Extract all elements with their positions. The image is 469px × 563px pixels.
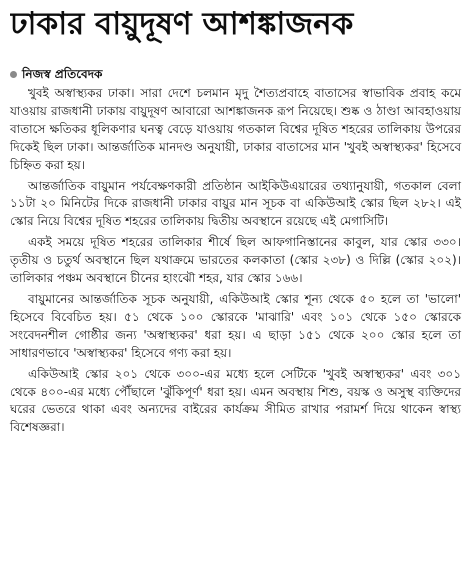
article-paragraph-1: খুবই অস্বাস্থ্যকর ঢাকা। সারা দেশে চলমান মৃদু শৈত্যপ্রবাহে বাতাসের স্বাভাবিক প্রবাহ কমে যাওয়ায় রাজধানী ঢাকায় বায়ুদূষণ আবারো আশঙ্কাজনক রূপ নিয়েছে। শুষ্ক ও ঠাণ্ডা আবহাওয়ায় বাতাসে ক্ষতিকর ধূলিকণার ঘনত্ব বেড়ে যাওয়ায় গতকাল বিশ্বের দূষিত শহরের তালিকায় উপরের দিকেই ছিল ঢাকা। আন্তর্জাতিক মানদণ্ড অনুযায়ী, ঢাকার বাতাসের মান 'খুবই অস্বাস্থ্যকর' হিসেবে চিহ্নিত করা হয়।: [10, 86, 461, 172]
article-byline: নিজস্ব প্রতিবেদক: [22, 67, 103, 81]
article-paragraph-5: একিউআই স্কোর ২০১ থেকে ৩০০-এর মধ্যে হলে সেটিকে 'খুবই অস্বাস্থ্যকর' এবং ৩০১ থেকে ৪০০-এর মধ্যে পৌঁছালে 'ঝুঁকিপূর্ণ' ধরা হয়। এমন অবস্থায় শিশু, বয়স্ক ও অসুস্থ ব্যক্তিদের ঘরের ভেতরে থাকা এবং অন্যদের বাইরের কার্যক্রম সীমিত রাখার পরামর্শ দিয়ে থাকেন স্বাস্থ্য বিশেষজ্ঞরা।: [10, 366, 461, 435]
article-paragraph-2: আন্তর্জাতিক বায়ুমান পর্যবেক্ষণকারী প্রতিষ্ঠান আইকিউএয়ারের তথ্যানুযায়ী, গতকাল বেলা ১১টা ২০ মিনিটের দিকে রাজধানী ঢাকার বায়ুর মান সূচক বা একিউআই স্কোর ছিল ২৮২। এই স্কোর নিয়ে বিশ্বের দূষিত শহরের তালিকায় দ্বিতীয় অবস্থানে রয়েছে এই মেগাসিটি।: [10, 178, 461, 229]
article-paragraph-4: বায়ুমানের আন্তর্জাতিক সূচক অনুযায়ী, একিউআই স্কোর শূন্য থেকে ৫০ হলে তা 'ভালো' হিসেবে বিবেচিত হয়। ৫১ থেকে ১০০ স্কোরকে 'মাঝারি' এবং ১০১ থেকে ১৫০ স্কোরকে সংবেদনশীল গোষ্ঠীর জন্য 'অস্বাস্থ্যকর' ধরা হয়। এ ছাড়া ১৫১ থেকে ২০০ স্কোর হলে তা সাধারণভাবে 'অস্বাস্থ্যকর' হিসেবে গণ্য করা হয়।: [10, 291, 461, 360]
article-paragraph-3: একই সময়ে দূষিত শহরের তালিকার শীর্ষে ছিল আফগানিস্তানের কাবুল, যার স্কোর ৩৩০। তৃতীয় ও চতুর্থ অবস্থানে ছিল যথাক্রমে ভারতের কলকাতা (স্কোর ২৩৮) ও দিল্লি (স্কোর ২০২)। তালিকার পঞ্চম অবস্থানে চীনের হাংঝৌ শহর, যার স্কোর ১৬৬।: [10, 235, 461, 286]
article-body: [10, 85, 461, 437]
byline-row: [10, 66, 461, 82]
bullet-icon: [10, 71, 17, 78]
article-headline: ঢাকার বায়ুদূষণ আশঙ্কাজনক: [10, 6, 354, 42]
